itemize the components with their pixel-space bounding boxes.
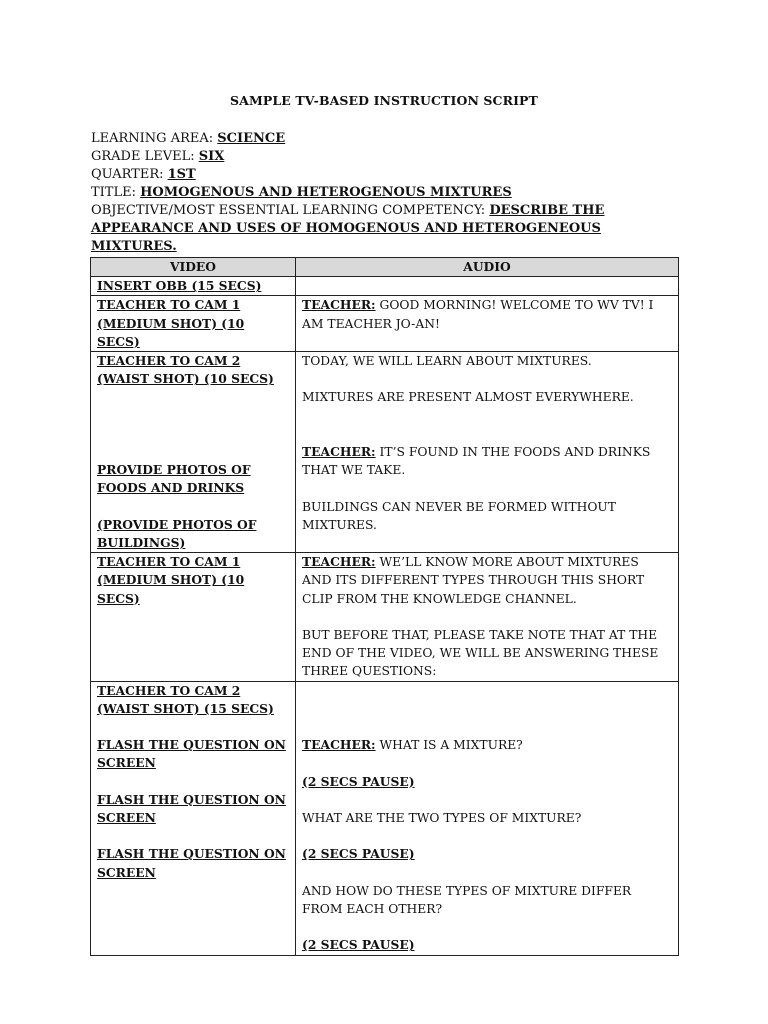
document-title: SAMPLE TV-BASED INSTRUCTION SCRIPT (230, 93, 538, 108)
objective-value: DESCRIBE THE APPEARANCE AND USES OF HOMOGENOUS AND HETEROGENEOUS MIXTURES. (91, 203, 605, 254)
learning-area-value: SCIENCE (217, 131, 286, 146)
video-direction: PROVIDE PHOTOS OF FOODS AND DRINKS (97, 462, 251, 496)
objective-line (91, 202, 681, 256)
teacher-label: TEACHER: (302, 737, 376, 753)
audio-line (302, 553, 672, 608)
video-direction: FLASH THE QUESTION ON SCREEN (97, 846, 286, 880)
video-direction: (PROVIDE PHOTOS OF BUILDINGS) (97, 516, 257, 550)
video-cell: TEACHER TO CAM 1 (MEDIUM SHOT) (10 SECS) (91, 296, 296, 352)
quarter-line (91, 166, 681, 184)
audio-cell (296, 277, 679, 296)
audio-cell (296, 681, 679, 955)
table-header-row (91, 258, 679, 277)
audio-line (302, 736, 672, 754)
audio-text: BUT BEFORE THAT, PLEASE TAKE NOTE THAT AT THE END OF THE VIDEO, WE WILL BE ANSWERING THESE THREE QUESTIONS: (302, 627, 659, 679)
learning-area-line (91, 130, 681, 148)
table-row (91, 277, 679, 296)
title-label: TITLE: (91, 185, 141, 200)
table-row (91, 553, 679, 681)
script-table (90, 257, 679, 956)
audio-cell (296, 296, 679, 352)
video-direction: TEACHER TO CAM 2 (WAIST SHOT) (10 SECS) (97, 353, 274, 387)
audio-text: WHAT IS A MIXTURE? (375, 738, 523, 753)
pause-note: (2 SECS PAUSE) (302, 773, 415, 789)
audio-column-header: AUDIO (296, 258, 679, 277)
audio-text: GOOD MORNING! WELCOME TO WV TV! I AM TEACHER JO-AN! (302, 298, 654, 331)
audio-text: TODAY, WE WILL LEARN ABOUT MIXTURES. (302, 354, 592, 369)
title-value: HOMOGENOUS AND HETEROGENOUS MIXTURES (140, 185, 512, 200)
audio-text: MIXTURES ARE PRESENT ALMOST EVERYWHERE. (302, 390, 634, 405)
pause-note: (2 SECS PAUSE) (302, 937, 415, 953)
audio-line (302, 443, 672, 479)
teacher-label: TEACHER: (302, 444, 376, 459)
quarter-label: QUARTER: (91, 167, 168, 182)
audio-text: BUILDINGS CAN NEVER BE FORMED WITHOUT MIXTURES. (302, 499, 616, 532)
table-row (91, 681, 679, 955)
grade-level-value: SIX (198, 149, 225, 164)
video-cell: TEACHER TO CAM 1 (MEDIUM SHOT) (10 SECS) (91, 553, 296, 681)
grade-level-line (91, 148, 681, 166)
video-column-header: VIDEO (91, 258, 296, 277)
objective-label: OBJECTIVE/MOST ESSENTIAL LEARNING COMPETENCY: (91, 203, 490, 218)
audio-text: WE’LL KNOW MORE ABOUT MIXTURES AND ITS DIFFERENT TYPES THROUGH THIS SHORT CLIP FROM THE KNOWLEDGE CHANNEL. (302, 555, 645, 606)
video-cell (91, 681, 296, 955)
pause-note: (2 SECS PAUSE) (302, 846, 415, 862)
quarter-value: 1ST (167, 167, 196, 182)
script-metadata (91, 130, 681, 256)
teacher-label: TEACHER: (302, 554, 376, 570)
video-cell (91, 352, 296, 553)
audio-cell (296, 352, 679, 553)
video-direction: FLASH THE QUESTION ON SCREEN (97, 791, 286, 825)
video-cell: INSERT OBB (15 SECS) (91, 277, 296, 296)
audio-text: IT’S FOUND IN THE FOODS AND DRINKS THAT WE TAKE. (302, 445, 651, 478)
table-row (91, 296, 679, 352)
grade-level-label: GRADE LEVEL: (91, 149, 199, 164)
audio-cell (296, 553, 679, 681)
teacher-label: TEACHER: (302, 297, 376, 313)
table-row (91, 352, 679, 553)
audio-text: WHAT ARE THE TWO TYPES OF MIXTURE? (302, 810, 582, 825)
video-direction: TEACHER TO CAM 2 (WAIST SHOT) (15 SECS) (97, 682, 274, 716)
video-direction: FLASH THE QUESTION ON SCREEN (97, 737, 286, 771)
title-line (91, 184, 681, 202)
learning-area-label: LEARNING AREA: (91, 131, 218, 146)
audio-text: AND HOW DO THESE TYPES OF MIXTURE DIFFER FROM EACH OTHER? (302, 883, 632, 916)
